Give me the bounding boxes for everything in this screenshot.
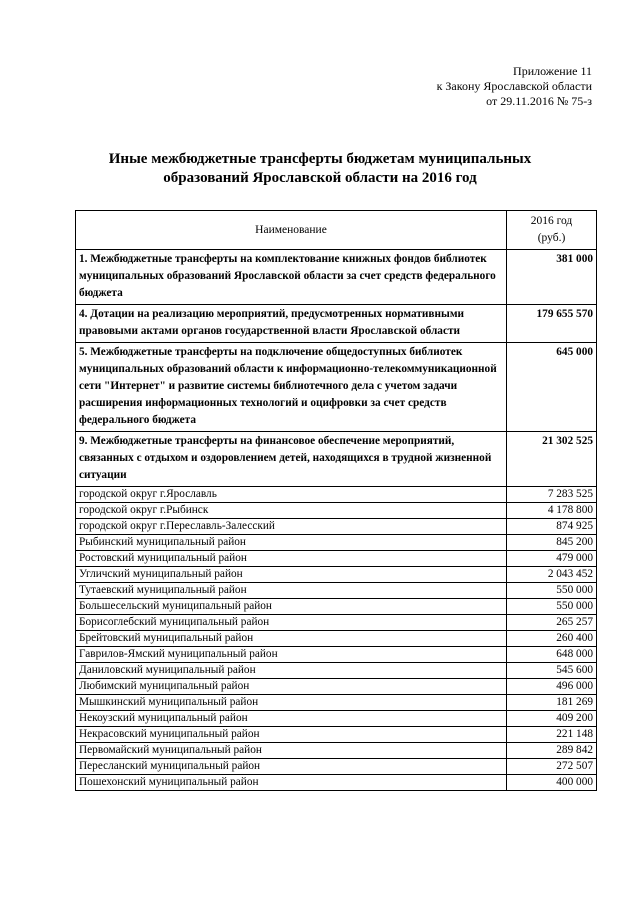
- table-row: [76, 519, 597, 535]
- row-name: Первомайский муниципальный район: [76, 743, 507, 759]
- table-row: [76, 487, 597, 503]
- section-name: 9. Межбюджетные трансферты на финансовое обеспечение мероприятий, связанных с отдыхом и оздоровлением детей, находящихся в трудной жизненной ситуации: [76, 432, 507, 487]
- appendix-date: от 29.11.2016 № 75-з: [486, 94, 592, 108]
- section-name: 5. Межбюджетные трансферты на подключение общедоступных библиотек муниципальных образований области к информационно-телекоммуникационной сети "Интернет" и развитие системы библиотечного дела с учетом задачи расширения информационных технологий и оцифровки за счет средств федерального бюджета: [76, 343, 507, 432]
- section-value: 179 655 570: [507, 305, 597, 343]
- row-value: 272 507: [507, 759, 597, 775]
- table-row: [76, 695, 597, 711]
- row-name: Пересланский муниципальный район: [76, 759, 507, 775]
- row-value: 181 269: [507, 695, 597, 711]
- table-row: [76, 503, 597, 519]
- row-value: 479 000: [507, 551, 597, 567]
- row-name: городской округ г.Рыбинск: [76, 503, 507, 519]
- table-row: [76, 647, 597, 663]
- header-unit-label: (руб.): [537, 232, 566, 244]
- section-value: 21 302 525: [507, 432, 597, 487]
- table-row: [76, 743, 597, 759]
- row-name: Ростовский муниципальный район: [76, 551, 507, 567]
- table-row: [76, 583, 597, 599]
- row-name: Мышкинский муниципальный район: [76, 695, 507, 711]
- appendix-number: Приложение 11: [513, 64, 592, 78]
- row-name: Некрасовский муниципальный район: [76, 727, 507, 743]
- table-row: [76, 599, 597, 615]
- section-name: 1. Межбюджетные трансферты на комплектование книжных фондов библиотек муниципальных образований Ярославской области за счет средств федерального бюджета: [76, 250, 507, 305]
- table-row: [76, 663, 597, 679]
- row-name: Даниловский муниципальный район: [76, 663, 507, 679]
- row-name: городской округ г.Переславль-Залесский: [76, 519, 507, 535]
- title-line-2: образований Ярославской области на 2016 год: [163, 170, 477, 186]
- row-name: Тутаевский муниципальный район: [76, 583, 507, 599]
- table-row: [76, 567, 597, 583]
- row-value: 260 400: [507, 631, 597, 647]
- table-row: [76, 759, 597, 775]
- row-value: 289 842: [507, 743, 597, 759]
- row-name: Борисоглебский муниципальный район: [76, 615, 507, 631]
- row-name: Пошехонский муниципальный район: [76, 775, 507, 791]
- appendix-law: к Закону Ярославской области: [436, 79, 592, 93]
- appendix-header: [437, 64, 592, 109]
- table-row: [76, 631, 597, 647]
- row-name: Брейтовский муниципальный район: [76, 631, 507, 647]
- row-value: 409 200: [507, 711, 597, 727]
- row-name: Рыбинский муниципальный район: [76, 535, 507, 551]
- table-row: [76, 535, 597, 551]
- table-header-row: [76, 211, 597, 250]
- row-value: 550 000: [507, 599, 597, 615]
- row-value: 550 000: [507, 583, 597, 599]
- header-year: [507, 211, 597, 250]
- header-year-label: 2016 год: [530, 215, 573, 227]
- row-value: 2 043 452: [507, 567, 597, 583]
- table-row: [76, 679, 597, 695]
- row-name: Некоузский муниципальный район: [76, 711, 507, 727]
- row-value: 265 257: [507, 615, 597, 631]
- section-value: 381 000: [507, 250, 597, 305]
- row-value: 7 283 525: [507, 487, 597, 503]
- table-row: [76, 711, 597, 727]
- document-title: [0, 150, 640, 188]
- title-line-1: Иные межбюджетные трансферты бюджетам муниципальных: [108, 151, 532, 167]
- transfers-table: [75, 210, 597, 791]
- row-value: 545 600: [507, 663, 597, 679]
- row-name: Большесельский муниципальный район: [76, 599, 507, 615]
- section-row: [76, 305, 597, 343]
- row-value: 874 925: [507, 519, 597, 535]
- table-row: [76, 775, 597, 791]
- row-value: 221 148: [507, 727, 597, 743]
- header-name: Наименование: [76, 211, 507, 250]
- row-name: Угличский муниципальный район: [76, 567, 507, 583]
- row-value: 496 000: [507, 679, 597, 695]
- section-row: [76, 250, 597, 305]
- table-row: [76, 727, 597, 743]
- table-row: [76, 551, 597, 567]
- section-row: [76, 432, 597, 487]
- table-row: [76, 615, 597, 631]
- row-value: 845 200: [507, 535, 597, 551]
- row-name: Любимский муниципальный район: [76, 679, 507, 695]
- section-value: 645 000: [507, 343, 597, 432]
- row-value: 4 178 800: [507, 503, 597, 519]
- section-row: [76, 343, 597, 432]
- row-value: 648 000: [507, 647, 597, 663]
- row-name: городской округ г.Ярославль: [76, 487, 507, 503]
- row-value: 400 000: [507, 775, 597, 791]
- section-name: 4. Дотации на реализацию мероприятий, предусмотренных нормативными правовыми актами органов государственной власти Ярославской области: [76, 305, 507, 343]
- row-name: Гаврилов-Ямский муниципальный район: [76, 647, 507, 663]
